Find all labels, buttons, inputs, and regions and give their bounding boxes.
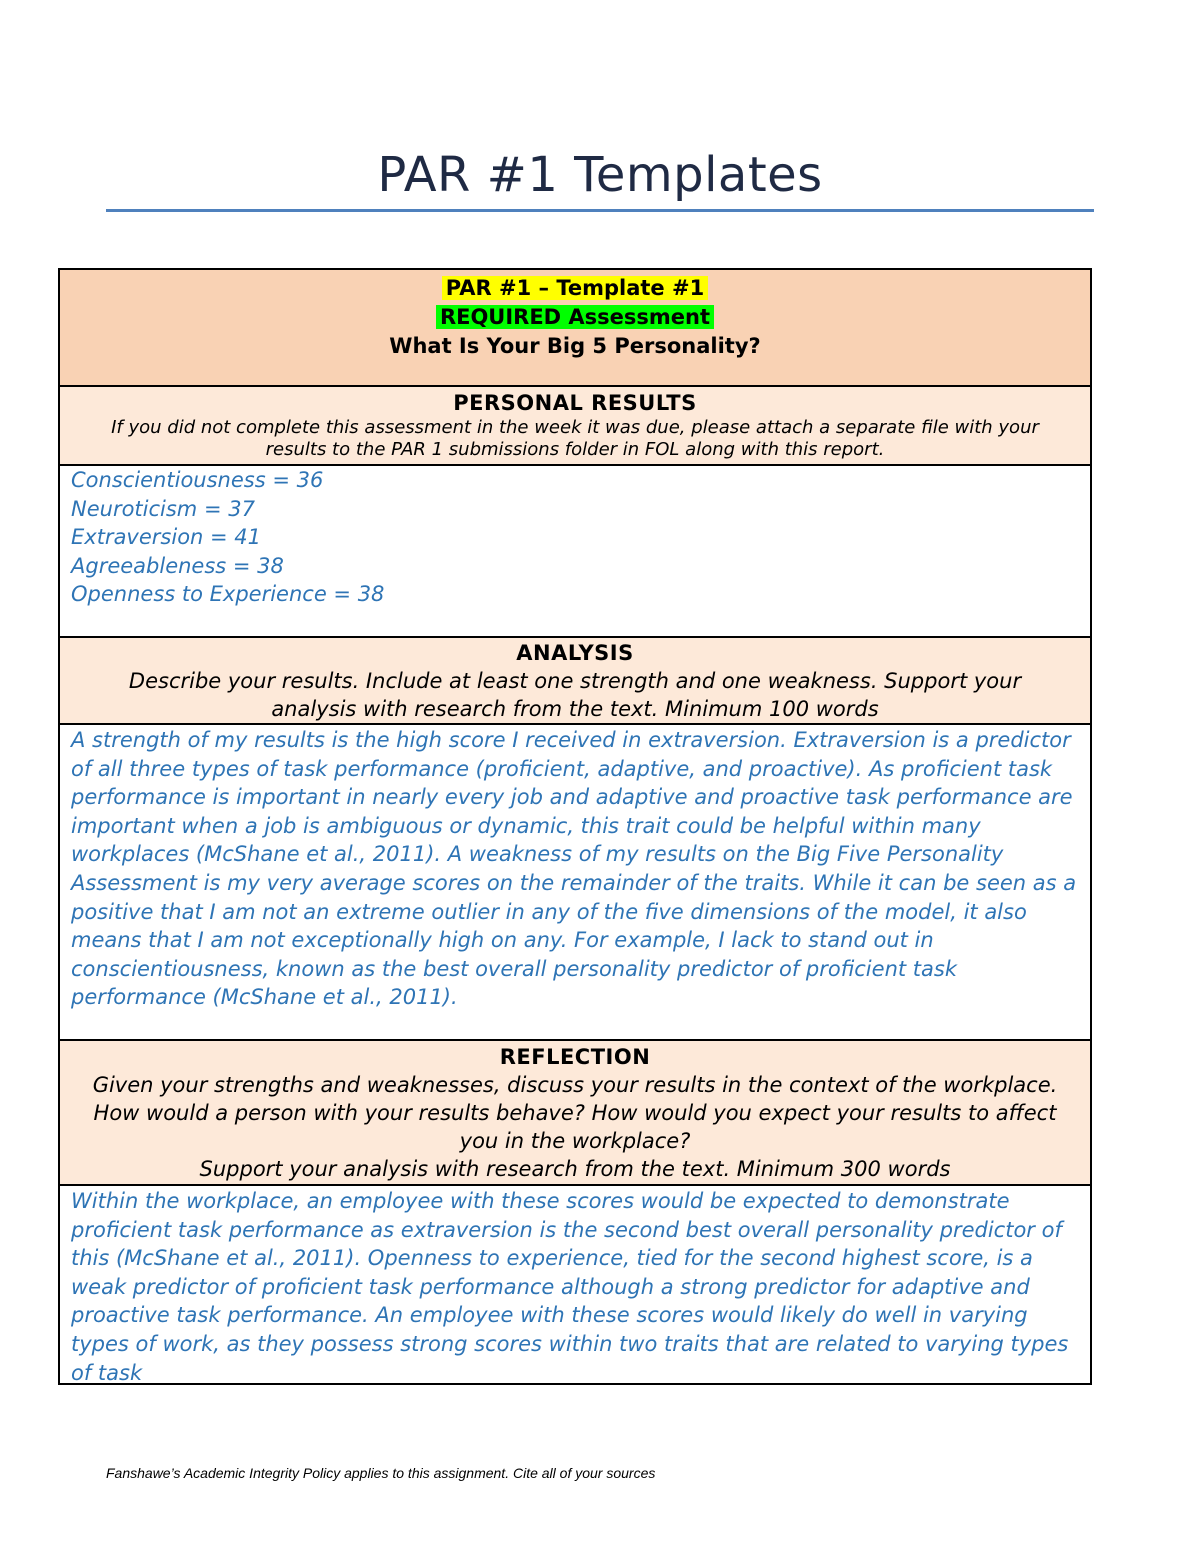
template-table bbox=[58, 268, 1092, 1385]
reflection-header bbox=[60, 1041, 1090, 1186]
analysis-instructions: Describe your results. Include at least one strength and one weakness. Support your analysis with research from the text. Minimum 100 words bbox=[128, 669, 1022, 721]
personal-results-heading: PERSONAL RESULTS bbox=[453, 391, 697, 415]
analysis-answer: A strength of my results is the high score I received in extraversion. Extraversion is a predictor of all three types of task performance (proficient, adaptive, and proactive). As proficient task performance is important in nearly every job and adaptive and proactive task performance are important when a job is ambiguous or dynamic, this trait could be helpful within many workplaces (McShane et al., 2011). A weakness of my results on the Big Five Personality Assessment is my very average scores on the remainder of the traits. While it can be seen as a positive that I am not an extreme outlier in any of the five dimensions of the model, it also means that I am not exceptionally high on any. For example, I lack to stand out in conscientiousness, known as the best overall personality predictor of proficient task performance (McShane et al., 2011). bbox=[71, 728, 1077, 1010]
template-header bbox=[60, 270, 1090, 387]
reflection-answer: Within the workplace, an employee with these scores would be expected to demonstrate proficient task performance as extraversion is the second best overall personality predictor of this (McShane et al., 2011). Openness to experience, tied for the second highest score, is a weak predictor of proficient task performance although a strong predictor for adaptive and proactive task performance. An employee with these scores would likely do well in varying types of work, as they possess strong scores within two traits that are related to varying types of task bbox=[71, 1189, 1069, 1383]
page-title: PAR #1 Templates bbox=[377, 147, 823, 203]
footer-integrity-note: Fanshawe’s Academic Integrity Policy applies to this assignment. Cite all of your sources bbox=[106, 1465, 656, 1481]
analysis-heading: ANALYSIS bbox=[516, 641, 634, 665]
required-assessment-label: REQUIRED Assessment bbox=[436, 305, 714, 329]
analysis-header bbox=[60, 638, 1090, 725]
score-extraversion: Extraversion = 41 bbox=[71, 525, 262, 550]
score-neuroticism: Neuroticism = 37 bbox=[71, 496, 255, 521]
reflection-instructions: Given your strengths and weaknesses, discuss your results in the context of the workplace. How would a person with your results behave? How would you expect your results to affect you in the workplace? bbox=[92, 1073, 1058, 1153]
reflection-answer-cell bbox=[60, 1186, 1090, 1383]
score-openness: Openness to Experience = 38 bbox=[71, 582, 385, 607]
template-number-label: PAR #1 – Template #1 bbox=[442, 276, 708, 300]
personal-results-header bbox=[60, 387, 1090, 466]
assessment-question: What Is Your Big 5 Personality? bbox=[389, 334, 761, 358]
score-conscientiousness: Conscientiousness = 36 bbox=[71, 468, 324, 492]
analysis-answer-cell bbox=[60, 725, 1090, 1041]
title-underline bbox=[106, 209, 1094, 212]
reflection-heading: REFLECTION bbox=[499, 1045, 651, 1069]
personal-results-answer bbox=[60, 466, 1090, 638]
reflection-word-requirement: Support your analysis with research from the text. Minimum 300 words bbox=[199, 1157, 951, 1181]
personal-results-instructions: If you did not complete this assessment in the week it was due, please attach a separate file with your results to the PAR 1 submissions folder in FOL along with this report. bbox=[111, 417, 1039, 460]
score-agreeableness: Agreeableness = 38 bbox=[71, 553, 284, 578]
